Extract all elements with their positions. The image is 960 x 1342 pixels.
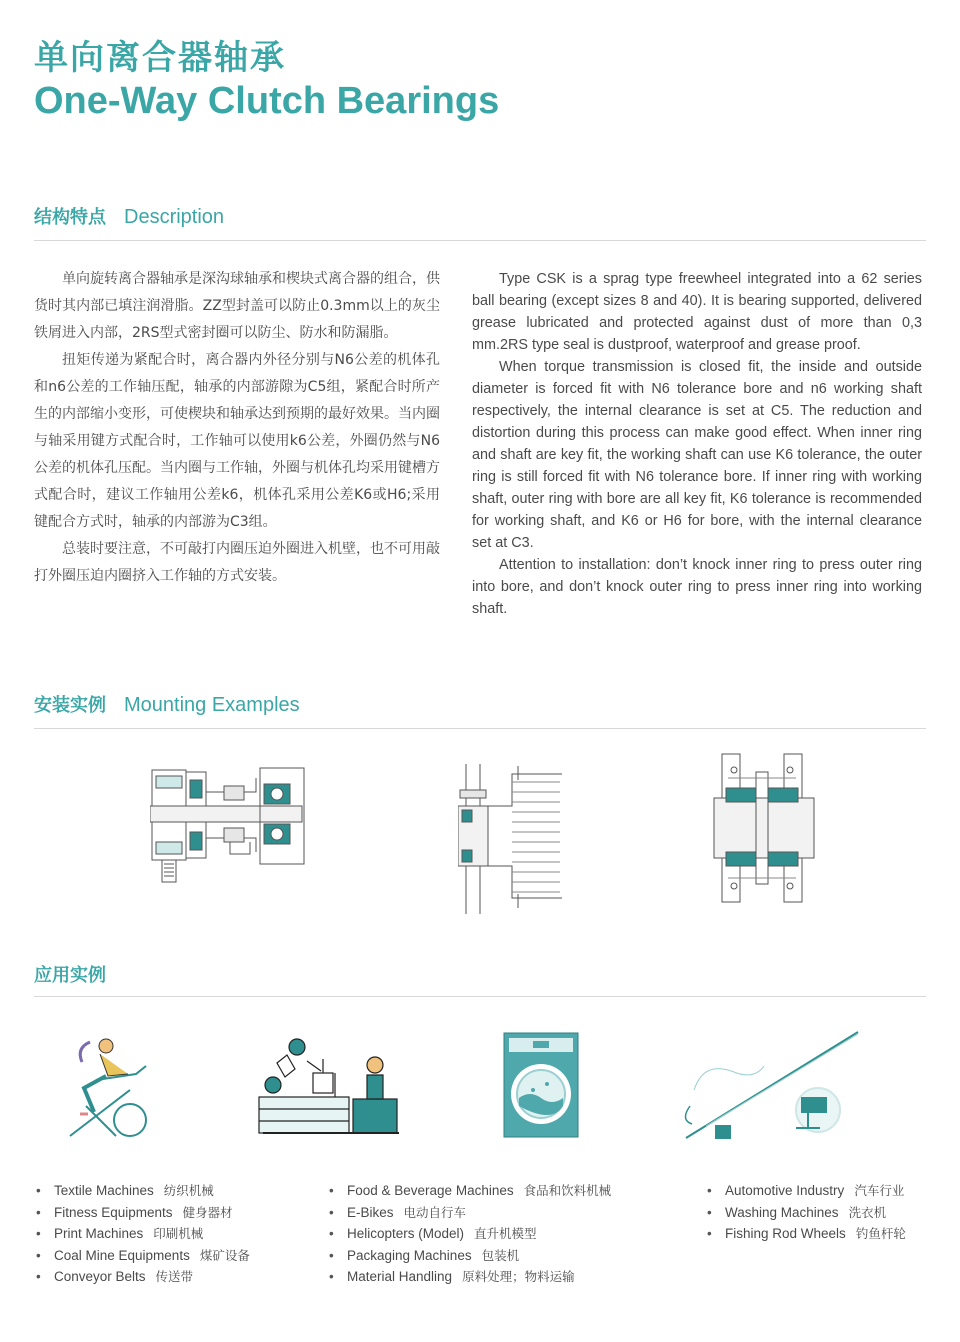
description-cn-column [34,266,440,590]
list-item [707,1202,906,1224]
list-item [36,1266,250,1288]
list-item-en: E-Bikes [347,1204,394,1220]
description-heading-cn: 结构特点 [34,207,106,228]
description-cn-paragraph: 扭矩传递为紧配合时，离合器内外径分别与N6公差的机体孔和n6公差的工作轴压配，轴承的内部游隙为C5组，紧配合时所产生的内部缩小变形，可使楔块和轴承达到预期的最好效果。当内圈与轴采用键方式配合时，工作轴可以使用k6公差，外圈仍然与N6公差的机体孔压配。当内圈与工作轴，外圈与机体孔均采用键槽方式配合时，建议工作轴用公差k6，机体孔采用公差K6或H6;采用键配合方式时，轴承的内部游为C3组。 [34,352,440,530]
mounting-drawing-pulley [458,762,568,916]
list-item [36,1245,250,1267]
description-en-paragraph: When torque transmission is closed fit, the inside and outside diameter is forced fit with N6 tolerance bore and n6 working shaft respectively, the internal clearance is set at C5. The reduction and distortion during this process can make good effect. When inner ring and shaft are key fit, the working shaft can use K6 tolerance, the outer ring is still forced fit with N6 tolerance bore. If inner ring with working shaft, outer ring with bore are all key fit, K6 tolerance is recommended for working shaft, and K6 or H6 for bore, with the internal clearance set at C3. [472,359,922,551]
list-item-en: Automotive Industry [725,1183,845,1198]
description-en-column [472,268,922,620]
mounting-drawing-sprocket-pair [712,752,816,904]
list-item-cn: 汽车行业 [854,1183,905,1198]
fishing-rod-illustration [676,1028,866,1146]
page-title-en: One-Way Clutch Bearings [34,80,500,122]
list-item-cn: 原料处理；物料运输 [462,1269,575,1285]
factory-machines-illustration [253,1033,403,1141]
list-item-en: Helicopters (Model) [347,1226,465,1242]
list-item-cn: 健身器材 [182,1204,233,1220]
list-item-en: Fishing Rod Wheels [725,1226,846,1242]
list-item-en: Coal Mine Equipments [54,1247,190,1263]
description-en-paragraph: Attention to installation: don’t knock inner ring to press outer ring into bore, and don’t knock outer ring to press inner ring into working shaft. [472,557,922,617]
description-heading-en: Description [124,206,225,228]
list-item [329,1245,611,1267]
list-item-cn: 钓鱼杆轮 [855,1226,906,1242]
list-item [36,1202,250,1224]
list-item-en: Textile Machines [54,1183,154,1198]
applications-list-col-2 [329,1180,611,1288]
applications-heading-cn: 应用实例 [34,965,106,986]
list-item [707,1180,906,1202]
description-en-paragraph: Type CSK is a sprag type freewheel integrated into a 62 series ball bearing (except sizes 8 and 40). It is bearing supported, delivered grease lubricated and protected against dust of more than 0,3 mm.2RS type seal is dustproof, waterproof and grease proof. [472,271,922,353]
list-item [36,1180,250,1202]
list-item-en: Fitness Equipments [54,1204,173,1220]
description-heading [34,203,224,229]
list-item-en: Conveyor Belts [54,1269,146,1285]
list-item-cn: 包装机 [481,1247,520,1263]
list-item-cn: 电动自行车 [403,1204,467,1220]
list-item-cn: 煤矿设备 [199,1247,250,1263]
page-title-cn: 单向离合器轴承 [34,38,286,78]
mounting-drawing-gear-shaft [150,762,310,886]
list-item-en: Packaging Machines [347,1247,472,1263]
applications-list-col-3 [707,1180,906,1245]
list-item [329,1202,611,1224]
description-cn-paragraph: 总装时要注意，不可敲打内圈压迫外圈进入机壁，也不可用敲打外圈压迫内圈挤入工作轴的方式安装。 [34,541,440,584]
description-cn-paragraph: 单向旋转离合器轴承是深沟球轴承和楔块式离合器的组合，供货时其内部已填注润滑脂。ZZ型封盖可以防止0.3mm以上的灰尘铁屑进入内部，2RS型式密封圈可以防尘、防水和防漏脂。 [34,271,440,341]
applications-heading [34,961,124,987]
applications-list-col-1 [36,1180,250,1288]
list-item-cn: 纺织机械 [163,1183,214,1198]
list-item [329,1180,611,1202]
list-item [329,1223,611,1245]
list-item-en: Washing Machines [725,1204,839,1220]
list-item-cn: 直升机模型 [474,1226,537,1242]
mounting-heading-en: Mounting Examples [124,694,300,716]
list-item-en: Print Machines [54,1226,144,1242]
mounting-divider [34,728,926,729]
list-item [707,1223,906,1245]
list-item [329,1266,611,1288]
fitness-bike-illustration [60,1030,160,1140]
mounting-heading-cn: 安装实例 [34,695,106,716]
list-item-cn: 食品和饮料机械 [523,1183,612,1198]
list-item-en: Material Handling [347,1269,453,1285]
list-item-cn: 印刷机械 [153,1226,204,1242]
list-item-cn: 传送带 [155,1269,194,1285]
washing-machine-illustration [503,1032,579,1138]
mounting-heading [34,691,300,717]
description-divider [34,240,926,241]
list-item-cn: 洗衣机 [848,1204,887,1220]
applications-divider [34,996,926,997]
list-item-en: Food & Beverage Machines [347,1183,514,1198]
list-item [36,1223,250,1245]
